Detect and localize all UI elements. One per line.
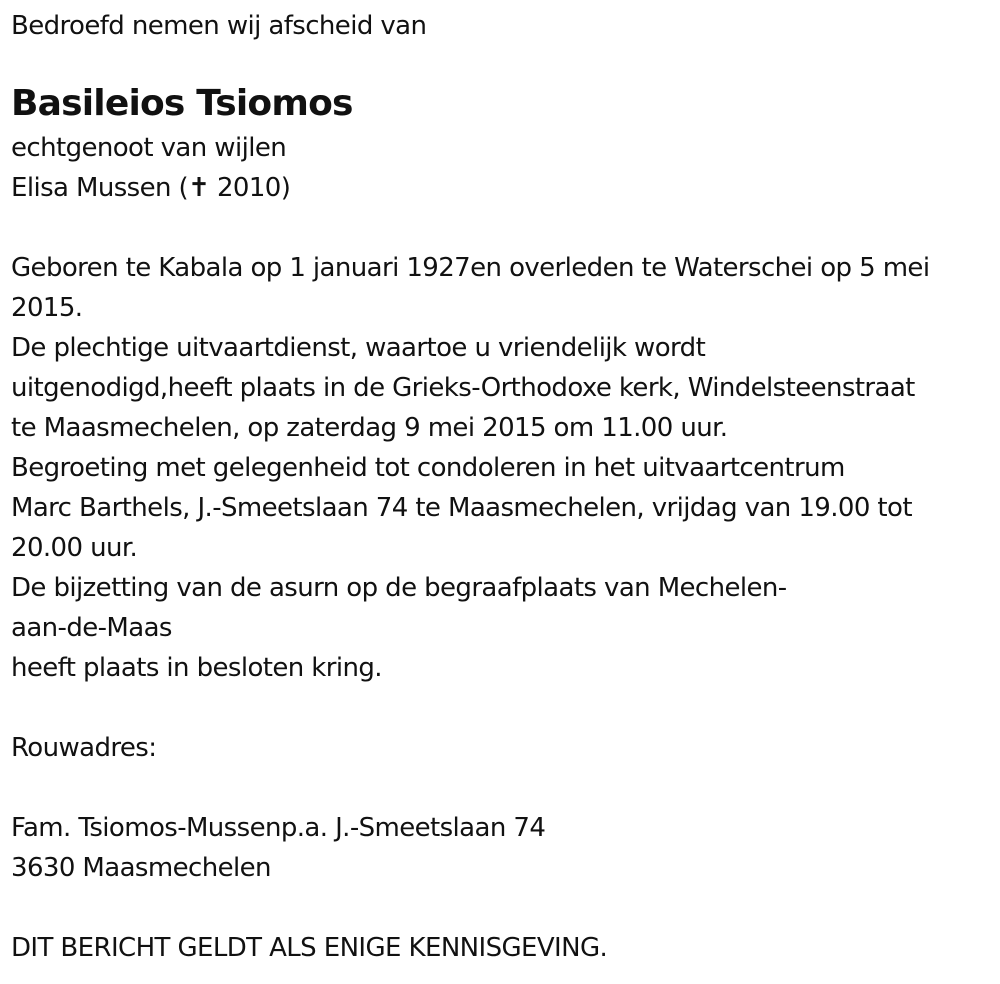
- deceased-name: Basileios Tsiomos: [11, 83, 353, 124]
- notice-body: [11, 248, 989, 688]
- body-line: te Maasmechelen, op zaterdag 9 mei 2015 om 11.00 uur.: [11, 413, 728, 443]
- closing-text: DIT BERICHT GELDT ALS ENIGE KENNISGEVING.: [11, 933, 608, 963]
- spacer: [11, 208, 989, 248]
- body-line: De bijzetting van de asurn op de begraafplaats van Mechelen-: [11, 573, 787, 603]
- spacer: [11, 768, 989, 808]
- body-line: Begroeting met gelegenheid tot condoleren in het uitvaartcentrum: [11, 453, 845, 483]
- address-line-2: 3630 Maasmechelen: [11, 853, 271, 883]
- body-line: aan-de-Maas: [11, 613, 172, 643]
- relation-text: echtgenoot van wijlen: [11, 133, 287, 163]
- spouse-text: Elisa Mussen (✝ 2010): [11, 173, 291, 203]
- body-line: uitgenodigd,heeft plaats in de Grieks-Orthodoxe kerk, Windelsteenstraat: [11, 373, 915, 403]
- spacer: [11, 888, 989, 928]
- body-line: heeft plaats in besloten kring.: [11, 653, 382, 683]
- address-line-1: Fam. Tsiomos-Mussenp.a. J.-Smeetslaan 74: [11, 813, 546, 843]
- body-line: Marc Barthels, J.-Smeetslaan 74 te Maasmechelen, vrijdag van 19.00 tot: [11, 493, 912, 523]
- address-heading: Rouwadres:: [11, 733, 157, 763]
- intro-text: Bedroefd nemen wij afscheid van: [11, 11, 427, 41]
- spacer: [11, 688, 989, 728]
- body-line: Geboren te Kabala op 1 januari 1927en overleden te Waterschei op 5 mei: [11, 253, 930, 283]
- body-line: 2015.: [11, 293, 83, 323]
- body-line: 20.00 uur.: [11, 533, 138, 563]
- body-line: De plechtige uitvaartdienst, waartoe u vriendelijk wordt: [11, 333, 706, 363]
